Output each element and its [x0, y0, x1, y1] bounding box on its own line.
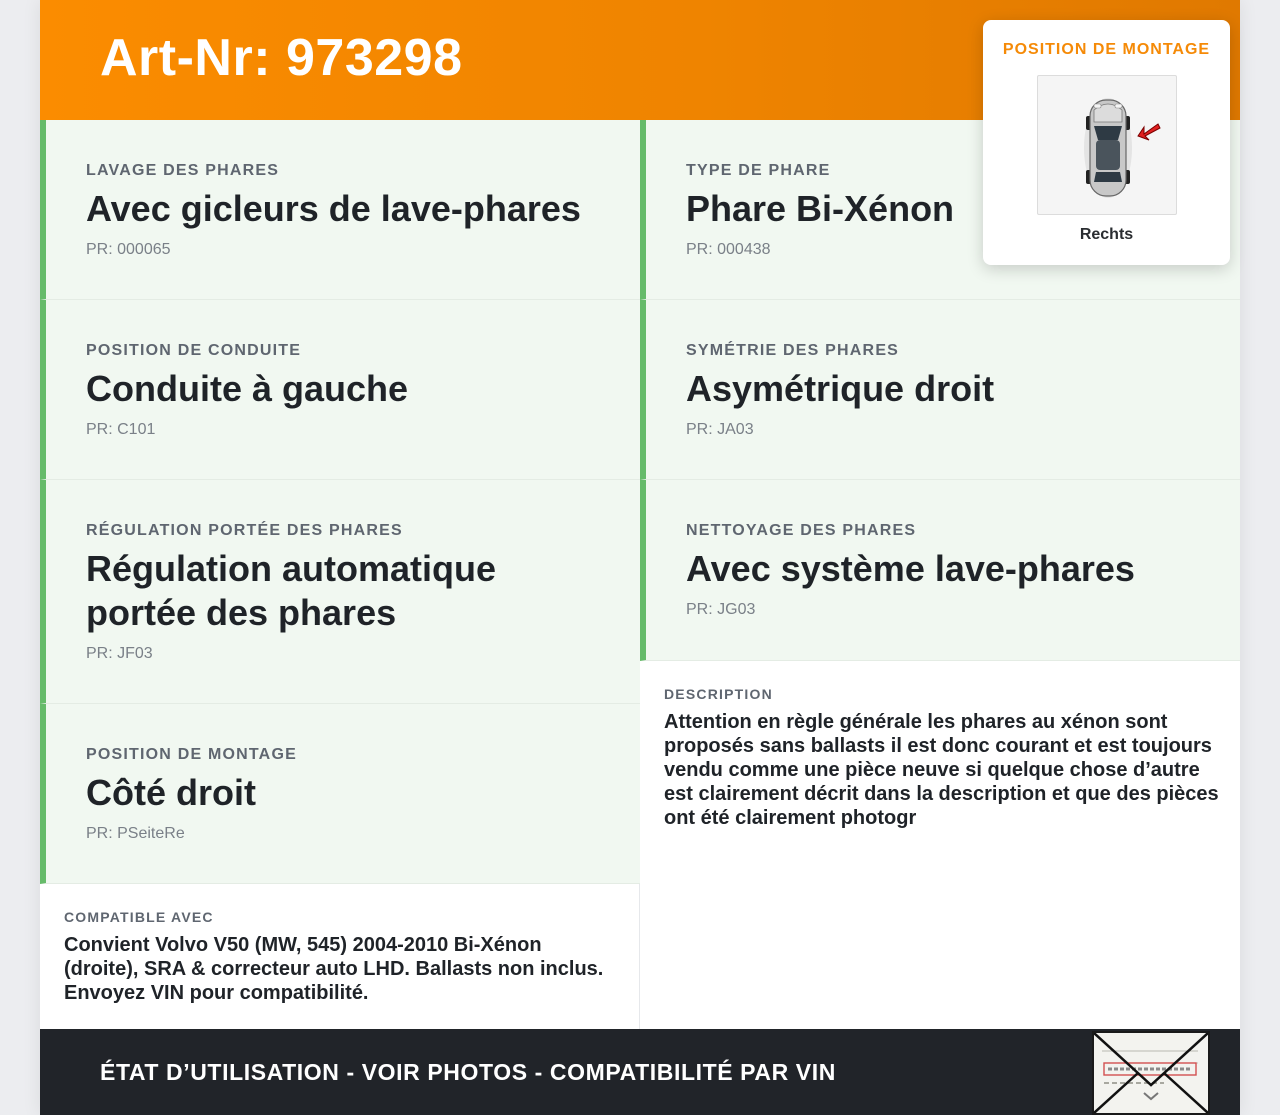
spec-driving-position: [40, 300, 640, 480]
spec-pr-code: PR: JG03: [686, 601, 756, 618]
spec-label: RÉGULATION PORTÉE DES PHARES: [86, 522, 403, 539]
envelope-stamp-graphic: [1094, 1033, 1208, 1113]
spec-pr-code: PR: 000438: [686, 241, 771, 258]
spec-label: SYMÉTRIE DES PHARES: [686, 342, 900, 359]
spec-label: TYPE DE PHARE: [686, 162, 831, 179]
spec-pr-code: PR: PSeiteRe: [86, 825, 185, 842]
spec-value: Asymétrique droit: [686, 368, 995, 409]
spec-value: Phare Bi-Xénon: [686, 188, 955, 229]
mount-position-title: POSITION DE MONTAGE: [1002, 41, 1211, 58]
mount-position-caption: Rechts: [1079, 226, 1134, 243]
compatibility-label: COMPATIBLE AVEC: [64, 909, 214, 925]
description-text: Attention en règle générale les phares au xénon sont proposés sans ballasts il est donc courant et est toujours vendu comme une pièce neuve si quelque chose d’autre est clairement décrit dans la description et que des pièces ont été clairement photogr: [664, 711, 1219, 829]
spec-headlight-washing: [40, 120, 640, 300]
description-label: DESCRIPTION: [664, 686, 773, 702]
spec-label: POSITION DE CONDUITE: [86, 342, 302, 359]
article-card: [40, 0, 1240, 1115]
spec-value: Avec gicleurs de lave-phares: [86, 188, 581, 229]
spec-mounting-position: [40, 704, 640, 884]
condition-footer: [40, 1029, 1240, 1115]
compatibility-section: [40, 884, 639, 1029]
description-section: [640, 661, 1240, 1029]
spec-headlight-cleaning: [640, 480, 1240, 661]
spec-value: Régulation automatique portée des phares: [86, 548, 497, 633]
spec-label: POSITION DE MONTAGE: [86, 746, 297, 763]
spec-value: Côté droit: [86, 772, 256, 813]
spec-label: NETTOYAGE DES PHARES: [686, 522, 917, 539]
spec-pr-code: PR: C101: [86, 421, 156, 438]
spec-pr-code: PR: JF03: [86, 645, 153, 662]
mount-position-popup: [983, 20, 1230, 265]
spec-headlight-symmetry: [640, 300, 1240, 480]
spec-pr-code: PR: 000065: [86, 241, 171, 258]
spec-value: Conduite à gauche: [86, 368, 409, 409]
spec-value: Avec système lave-phares: [686, 548, 1135, 589]
compatibility-text: Convient Volvo V50 (MW, 545) 2004-2010 Bi-Xénon (droite), SRA & correcteur auto LHD. Ballasts non inclus. Envoyez VIN pour compatibilité.: [64, 934, 604, 1004]
car-top-view-arrow-icon: [1037, 75, 1177, 215]
spec-label: LAVAGE DES PHARES: [86, 162, 280, 179]
column-divider: [639, 884, 640, 1030]
condition-footer-text: ÉTAT D’UTILISATION - VOIR PHOTOS - COMPATIBILITÉ PAR VIN: [100, 1059, 836, 1085]
spec-headlight-range-control: [40, 480, 640, 704]
envelope-stamp-icon: [1092, 1031, 1210, 1115]
spec-pr-code: PR: JA03: [686, 421, 754, 438]
article-number-title: Art-Nr: 973298: [100, 29, 463, 87]
car-diagram-graphic: [1038, 76, 1176, 214]
